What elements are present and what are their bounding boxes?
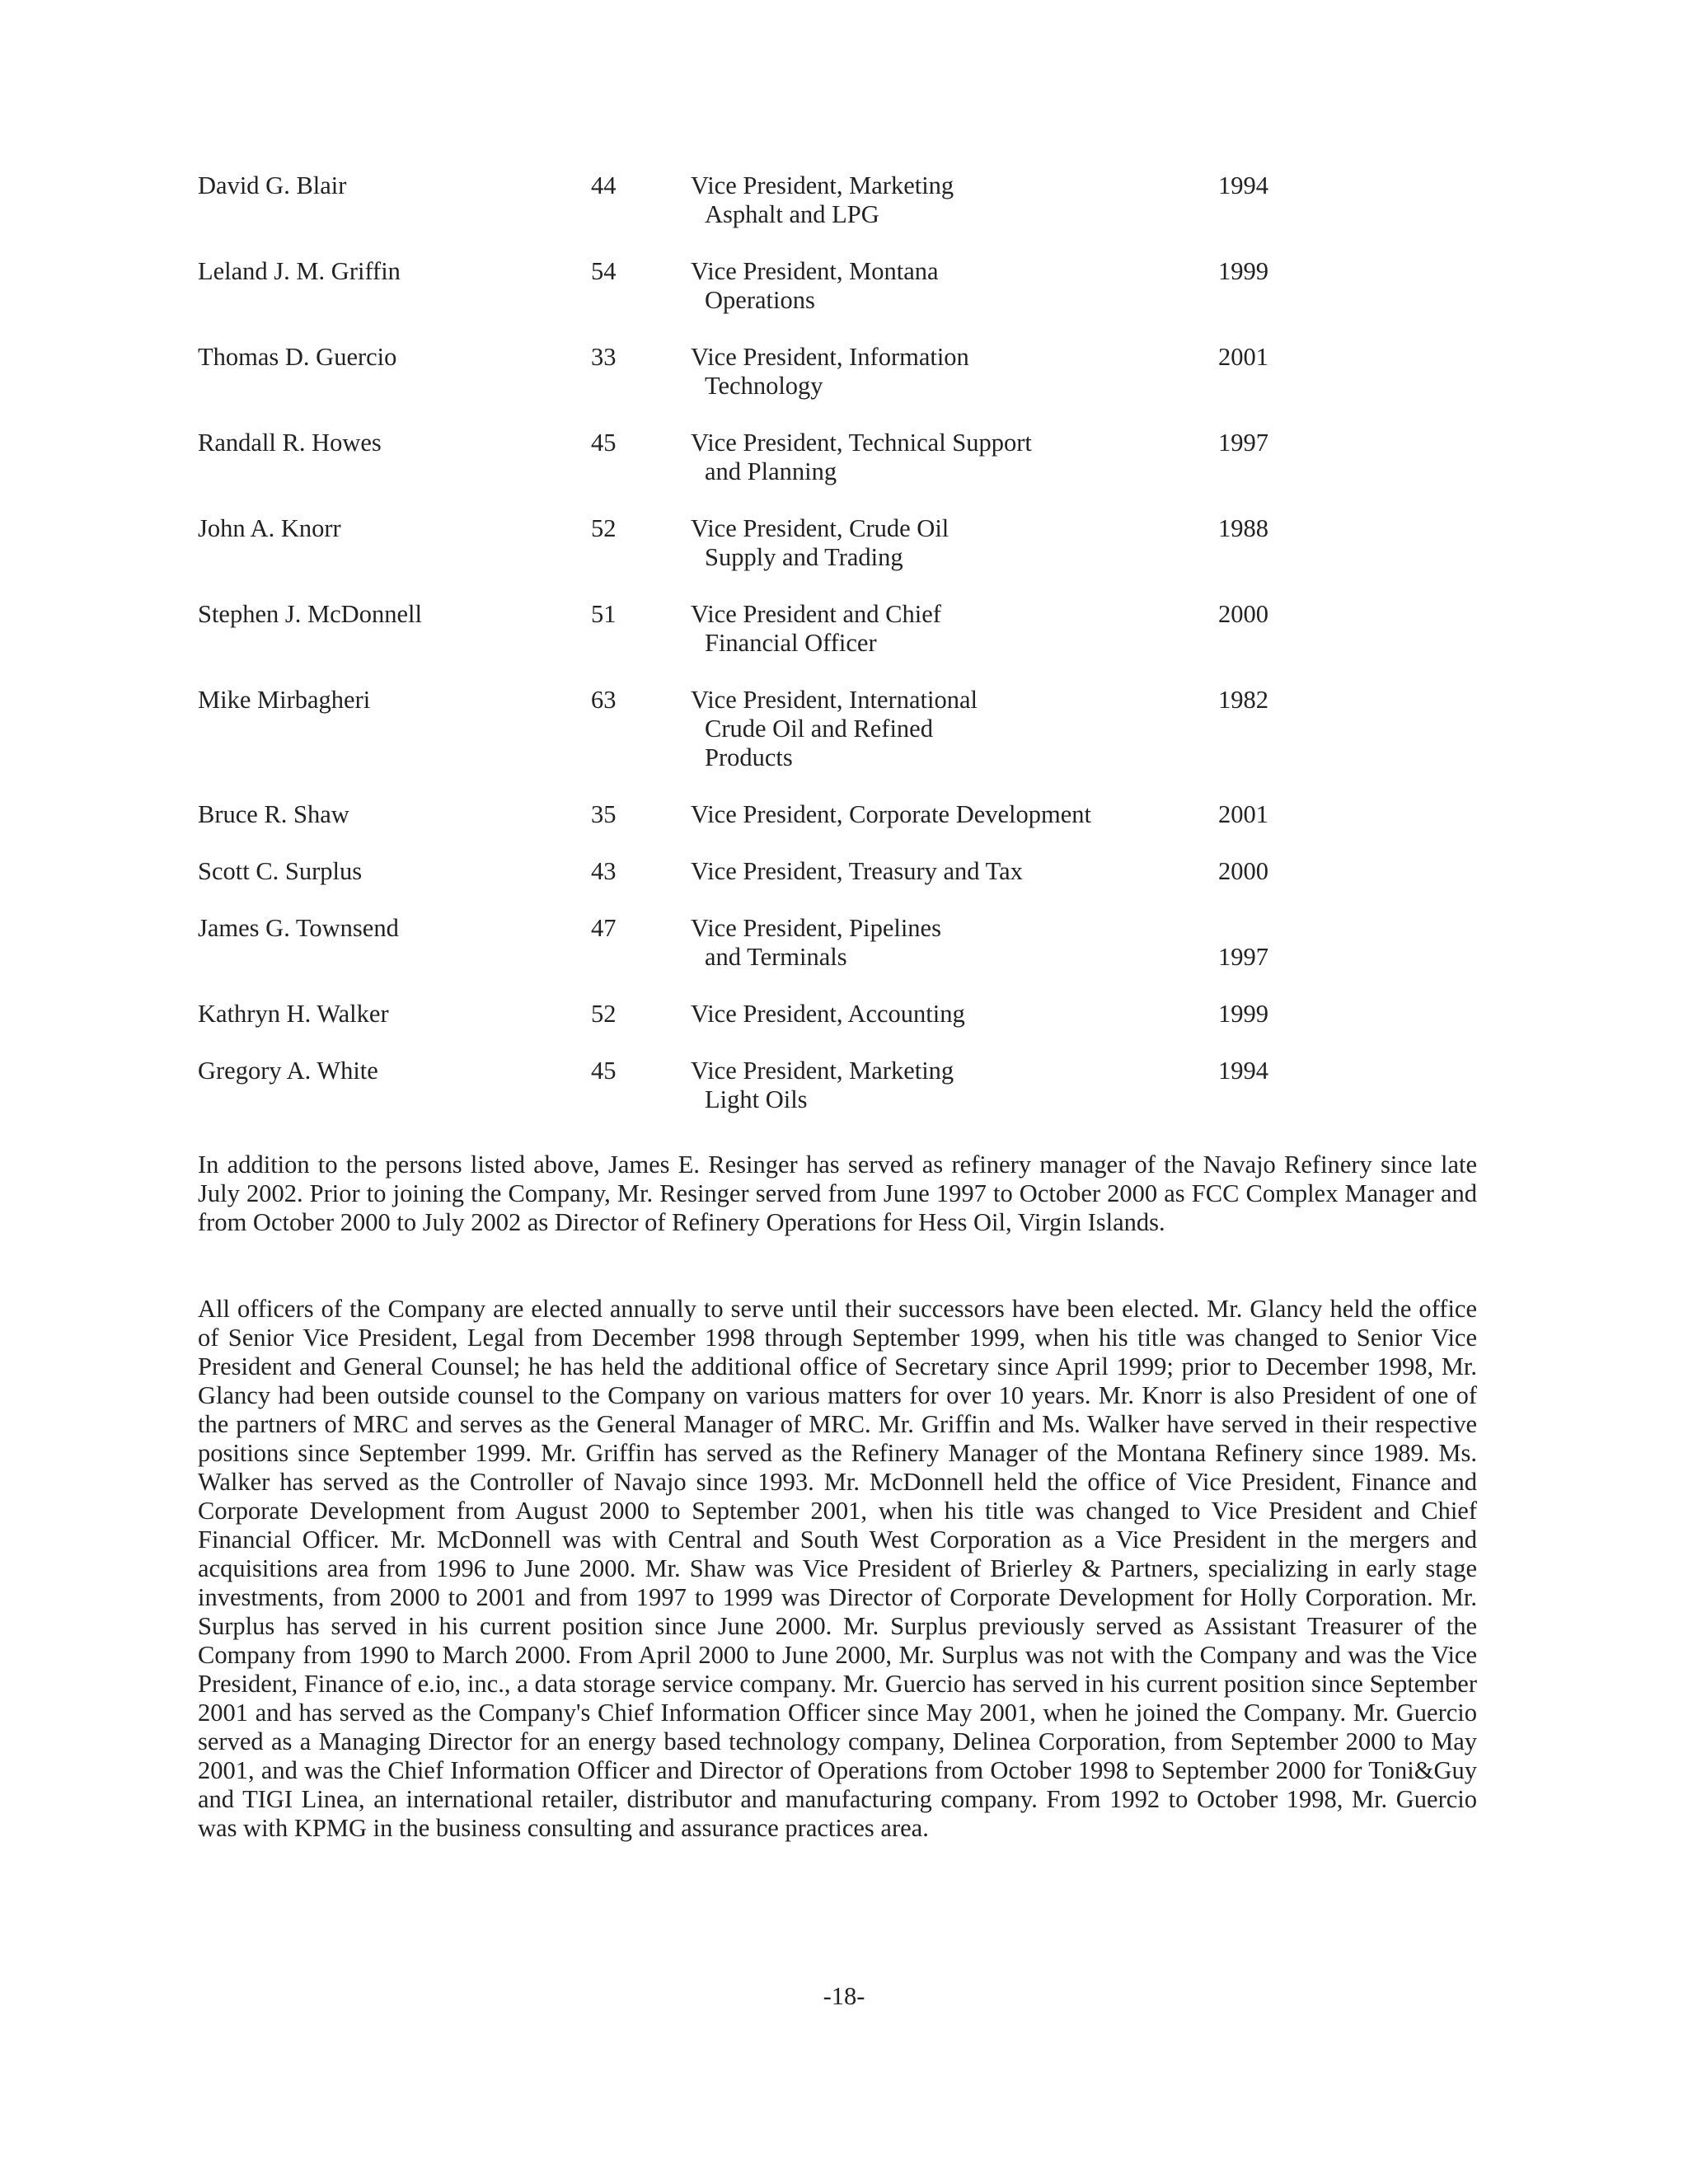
officer-title-line: and Planning [705, 457, 837, 485]
officer-year: 2001 [1218, 800, 1268, 828]
officer-year: 2000 [1218, 600, 1268, 628]
officer-age: 52 [591, 514, 617, 542]
officer-title [691, 914, 1152, 972]
officer-age: 47 [591, 914, 617, 942]
officer-year: 1997 [1218, 429, 1268, 457]
officer-title-line: Vice President, Technical Support [691, 429, 1032, 457]
officer-year: 1988 [1218, 514, 1268, 542]
officer-title-line: Crude Oil and Refined [705, 715, 933, 743]
officer-name: Kathryn H. Walker [198, 1000, 389, 1028]
officer-title-line: and Terminals [705, 943, 847, 971]
officer-age: 52 [591, 1000, 617, 1028]
officer-title-line: Vice President, Marketing [691, 171, 954, 199]
officer-title [691, 429, 1152, 486]
officer-title-line: Vice President, Pipelines [691, 914, 941, 942]
officer-title-line: Operations [705, 286, 815, 314]
officer-title [691, 600, 1152, 658]
officer-year: 2000 [1218, 857, 1268, 885]
officer-title-line: Supply and Trading [705, 543, 903, 571]
officer-title-line: Technology [705, 372, 823, 400]
officer-title [691, 1057, 1152, 1114]
officer-title [691, 171, 1152, 229]
officer-title [691, 857, 1152, 886]
officer-title-line: Products [705, 743, 793, 771]
officer-title [691, 257, 1152, 315]
officer-title-line: Vice President, Montana [691, 257, 939, 285]
page-number: -18- [823, 1982, 865, 2010]
officer-name: Randall R. Howes [198, 429, 382, 457]
officer-year: 1994 [1218, 171, 1268, 199]
officer-title [691, 1000, 1152, 1029]
paragraph-resinger: In addition to the persons listed above, James E. Resinger has served as refinery manager of the Navajo Refinery since late July 2002. Prior to joining the Company, Mr. Resinger served from June 1997 to October 2000 as FCC Complex Manager and from October 2000 to July 2002 as Director of Refinery Operations for Hess Oil, Virgin Islands. [198, 1151, 1477, 1236]
officer-name: John A. Knorr [198, 514, 341, 542]
officer-title-line: Vice President, Treasury and Tax [691, 857, 1023, 885]
officer-title-line: Financial Officer [705, 629, 877, 657]
officer-title [691, 686, 1152, 772]
officer-title [691, 800, 1152, 829]
officer-title-line: Light Oils [705, 1085, 808, 1113]
officer-age: 63 [591, 686, 617, 714]
officer-name: Stephen J. McDonnell [198, 600, 422, 628]
paragraph-officer-history: All officers of the Company are elected annually to serve until their successors have been elected. Mr. Glancy held the office of Senior Vice President, Legal from December 1998 through September 1999, when his title was changed to Senior Vice President and General Counsel; he has held the additional office of Secretary since April 1999; prior to December 1998, Mr. Glancy had been outside counsel to the Company on various matters for over 10 years. Mr. Knorr is also President of one of the partners of MRC and serves as the General Manager of MRC. Mr. Griffin and Ms. Walker have served in their respective positions since September 1999. Mr. Griffin has served as the Refinery Manager of the Montana Refinery since 1989. Ms. Walker has served as the Controller of Navajo since 1993. Mr. McDonnell held the office of Vice President, Finance and Corporate Development from August 2000 to September 2001, when his title was changed to Vice President and Chief Financial Officer. Mr. McDonnell was with Central and South West Corporation as a Vice President in the mergers and acquisitions area from 1996 to June 2000. Mr. Shaw was Vice President of Brierley & Partners, specializing in early stage investments, from 2000 to 2001 and from 1997 to 1999 was Director of Corporate Development for Holly Corporation. Mr. Surplus has served in his current position since June 2000. Mr. Surplus previously served as Assistant Treasurer of the Company from 1990 to March 2000. From April 2000 to June 2000, Mr. Surplus was not with the Company and was the Vice President, Finance of e.io, inc., a data storage service company. Mr. Guercio has served in his current position since September 2001 and has served as the Company's Chief Information Officer since May 2001, when he joined the Company. Mr. Guercio served as a Managing Director for an energy based technology company, Delinea Corporation, from September 2000 to May 2001, and was the Chief Information Officer and Director of Operations from October 1998 to September 2000 for Toni&Guy and TIGI Linea, an international retailer, distributor and manufacturing company. From 1992 to October 1998, Mr. Guercio was with KPMG in the business consulting and assurance practices area. [198, 1295, 1477, 1842]
officer-title-line: Vice President, Corporate Development [691, 800, 1092, 828]
officer-year: 1997 [1218, 943, 1268, 971]
officer-year: 2001 [1218, 343, 1268, 371]
officer-age: 33 [591, 343, 617, 371]
officer-name: Thomas D. Guercio [198, 343, 397, 371]
officer-year: 1982 [1218, 686, 1268, 714]
officer-age: 35 [591, 800, 617, 828]
officer-age: 51 [591, 600, 617, 628]
officer-name: Gregory A. White [198, 1057, 378, 1085]
officer-title-line: Vice President, International [691, 686, 978, 714]
officer-year: 1999 [1218, 257, 1268, 285]
officer-age: 45 [591, 1057, 617, 1085]
officer-age: 45 [591, 429, 617, 457]
officer-name: David G. Blair [198, 171, 347, 199]
officer-title-line: Vice President, Accounting [691, 1000, 965, 1028]
officer-name: James G. Townsend [198, 914, 399, 942]
officer-name: Leland J. M. Griffin [198, 257, 401, 285]
officer-title-line: Vice President, Information [691, 343, 969, 371]
officer-age: 54 [591, 257, 617, 285]
officer-age: 44 [591, 171, 617, 199]
officer-title [691, 514, 1152, 572]
officer-name: Mike Mirbagheri [198, 686, 371, 714]
officer-title-line: Asphalt and LPG [705, 200, 879, 228]
officer-year: 1994 [1218, 1057, 1268, 1085]
officer-title [691, 343, 1152, 401]
officer-title-line: Vice President and Chief [691, 600, 941, 628]
officer-name: Scott C. Surplus [198, 857, 363, 885]
officer-age: 43 [591, 857, 617, 885]
officer-name: Bruce R. Shaw [198, 800, 349, 828]
officer-title-line: Vice President, Marketing [691, 1057, 954, 1085]
officer-title-line: Vice President, Crude Oil [691, 514, 950, 542]
officer-year: 1999 [1218, 1000, 1268, 1028]
